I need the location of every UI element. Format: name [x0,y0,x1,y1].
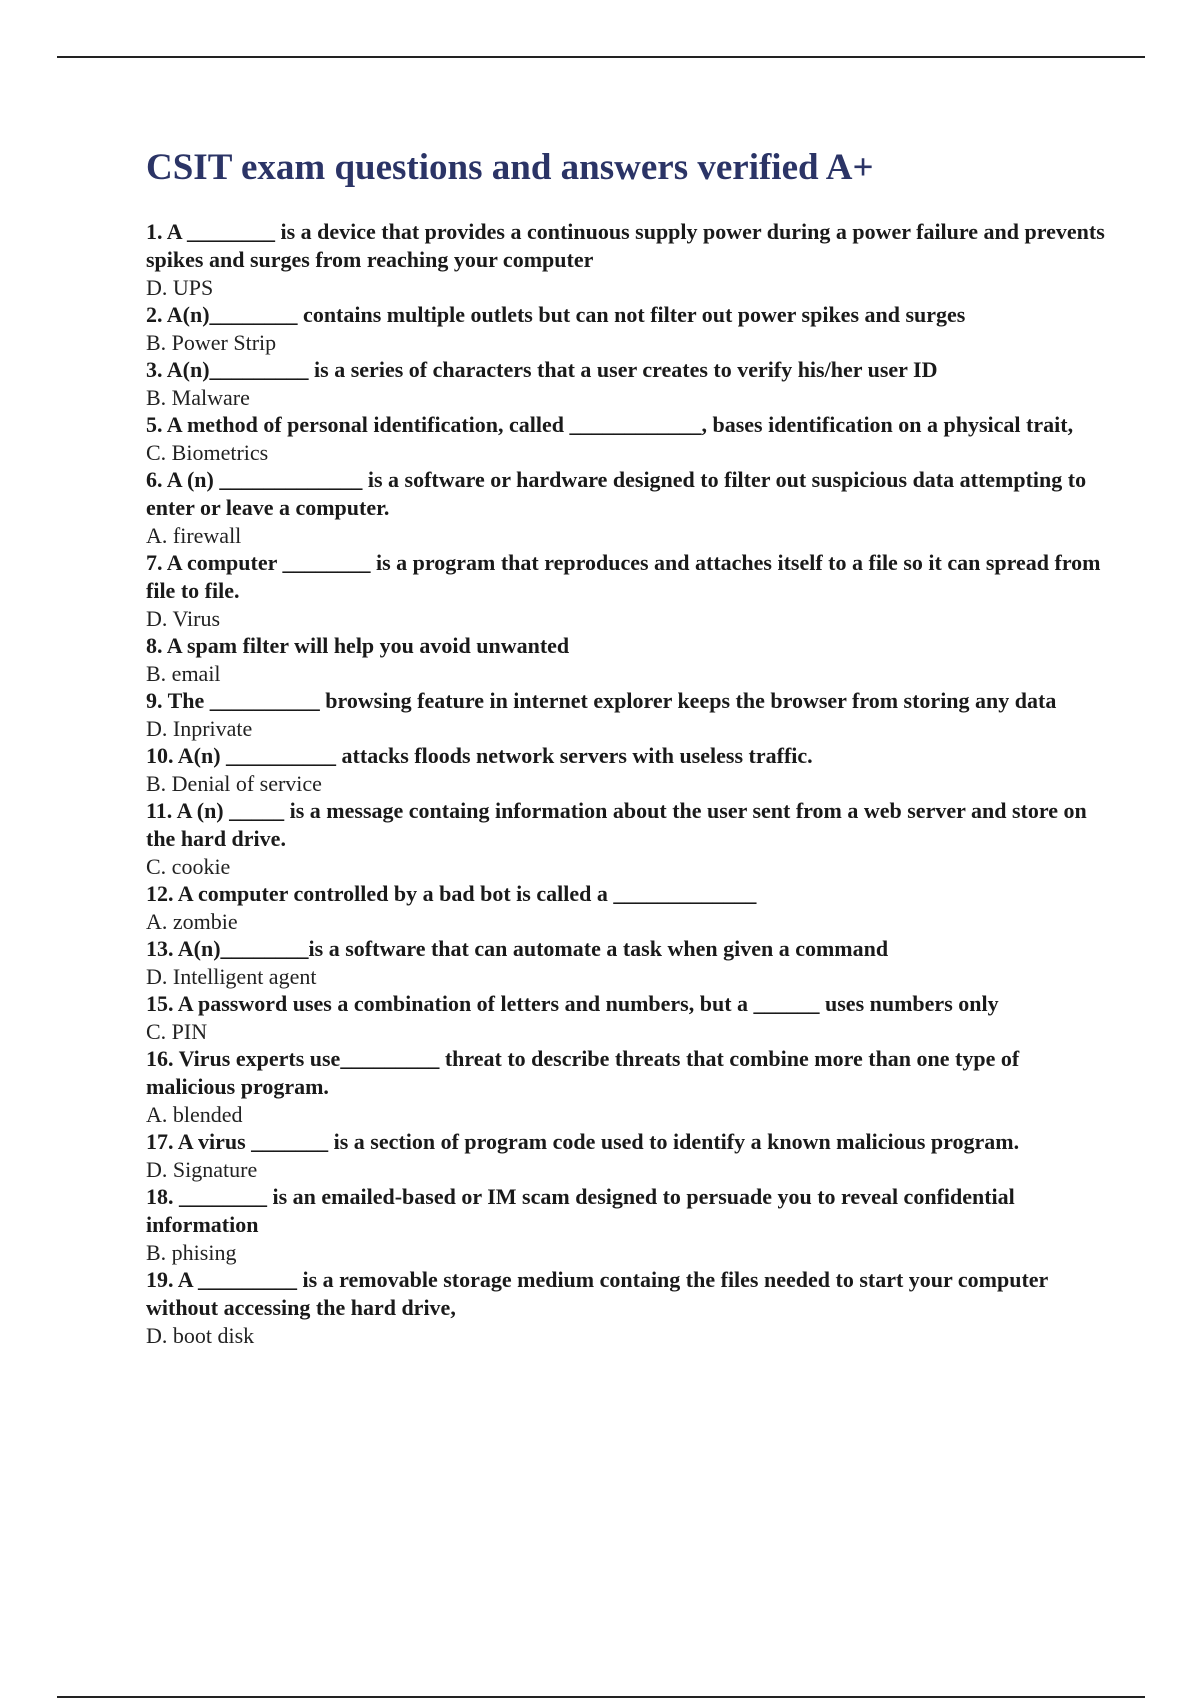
qa-item [146,1128,1106,1183]
question-text: 12. A computer controlled by a bad bot is called a _____________ [146,881,757,906]
answer-text: A. firewall [146,523,242,548]
qa-item [146,880,1106,935]
page-title: CSIT exam questions and answers verified A+ [146,147,874,188]
qa-item [146,742,1106,797]
qa-item [146,990,1106,1045]
question-text: 13. A(n)________is a software that can automate a task when given a command [146,936,889,961]
question-text: 3. A(n)_________ is a series of characters that a user creates to verify his/her user ID [146,357,938,382]
qa-item [146,301,1106,356]
question-text: 10. A(n) __________ attacks floods network servers with useless traffic. [146,743,813,768]
answer-text: C. cookie [146,854,231,879]
answer-text: A. zombie [146,909,238,934]
qa-item [146,466,1106,549]
question-text: 9. The __________ browsing feature in internet explorer keeps the browser from storing any data [146,688,1057,713]
qa-item [146,1266,1106,1349]
answer-text: B. Power Strip [146,330,277,355]
qa-item [146,1045,1106,1128]
qa-item [146,632,1106,687]
question-text: 16. Virus experts use_________ threat to describe threats that combine more than one type of malicious program. [146,1046,1020,1099]
header-rule [57,56,1145,58]
answer-text: B. phising [146,1240,237,1265]
answer-text: C. Biometrics [146,440,269,465]
question-text: 17. A virus _______ is a section of program code used to identify a known malicious program. [146,1129,1020,1154]
answer-text: C. PIN [146,1019,208,1044]
question-text: 11. A (n) _____ is a message containg information about the user sent from a web server and store on the hard drive. [146,798,1087,851]
answer-text: D. Intelligent agent [146,964,317,989]
answer-text: A. blended [146,1102,243,1127]
question-text: 15. A password uses a combination of letters and numbers, but a ______ uses numbers only [146,991,999,1016]
question-text: 1. A ________ is a device that provides a continuous supply power during a power failure and prevents spikes and surges from reaching your computer [146,219,1105,272]
question-text: 18. ________ is an emailed-based or IM scam designed to persuade you to reveal confidential information [146,1184,1015,1237]
question-text: 2. A(n)________ contains multiple outlets but can not filter out power spikes and surges [146,302,966,327]
answer-text: D. Virus [146,606,221,631]
document-body [146,144,1106,1349]
answer-text: B. Malware [146,385,250,410]
qa-item [146,356,1106,411]
qa-item [146,218,1106,301]
answer-text: D. Inprivate [146,716,253,741]
answer-text: D. boot disk [146,1323,255,1348]
footer-rule [57,1696,1145,1698]
qa-item [146,1183,1106,1266]
question-text: 19. A _________ is a removable storage medium containg the files needed to start your computer without accessing the hard drive, [146,1267,1048,1320]
question-text: 8. A spam filter will help you avoid unwanted [146,633,570,658]
qa-item [146,687,1106,742]
qa-item [146,935,1106,990]
qa-list [146,218,1106,1349]
question-text: 7. A computer ________ is a program that reproduces and attaches itself to a file so it can spread from file to file. [146,550,1101,603]
answer-text: B. Denial of service [146,771,322,796]
qa-item [146,411,1106,466]
qa-item [146,549,1106,632]
answer-text: D. Signature [146,1157,258,1182]
question-text: 6. A (n) _____________ is a software or hardware designed to filter out suspicious data attempting to enter or leave a computer. [146,467,1087,520]
answer-text: D. UPS [146,275,214,300]
question-text: 5. A method of personal identification, called ____________, bases identification on a physical trait, [146,412,1074,437]
qa-item [146,797,1106,880]
answer-text: B. email [146,661,221,686]
